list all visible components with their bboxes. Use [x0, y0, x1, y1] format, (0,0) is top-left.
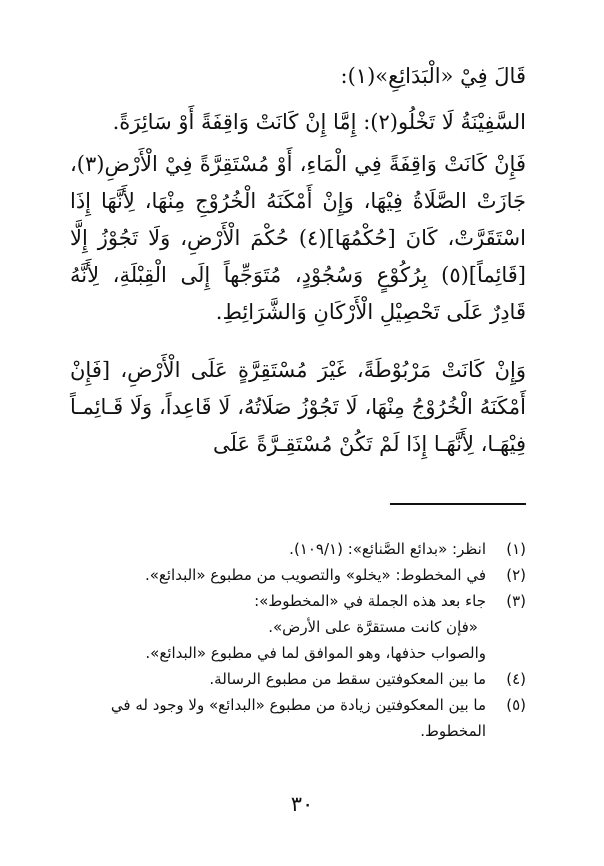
- footnote-body: [70, 692, 486, 744]
- footnote-body: [70, 536, 486, 562]
- footnote-line: في المخطوط: «يخلو» والتصويب من مطبوع «البدائع».: [144, 566, 486, 584]
- footnote-3: [70, 588, 526, 666]
- footnote-2: [70, 562, 526, 588]
- footnote-body: [70, 666, 486, 692]
- footnote-line: والصواب حذفها، وهو الموافق لما في مطبوع «البدائع».: [145, 644, 486, 662]
- intro-text: قَالَ فِيْ «الْبَدَائِعِ»(١):: [340, 64, 526, 88]
- paragraph-1-text: السَّفِيْنَةُ لَا تَخْلُو(٢): إِمَّا إِنْ كَانَتْ وَاقِفَةً أَوْ سَائِرَةً.: [112, 110, 526, 134]
- paragraph-3: [70, 352, 526, 463]
- footnotes: [70, 536, 526, 744]
- page-number: ٣٠: [290, 792, 314, 816]
- paragraph-1: [70, 104, 526, 141]
- footnote-line: انظر: «بدائع الصَّنائع»: (١٠٩/١).: [289, 540, 486, 558]
- footnote-body: [70, 588, 486, 666]
- paragraph-3-text: وَإِنْ كَانَتْ مَرْبُوْطَةً، غَيْرَ مُسْتَقِرَّةٍ عَلَى الْأَرْضِ، [فَإِنْ أَمْكَنَهُ الْخُرُوْجُ مِنْهَا، لَا تَجُوْزُ صَلَاتُهُ، لَا قَاعِداً، وَلَا قَـائِمـاً فِيْهَـا، لِأَنَّهَـا إِذَا لَمْ تَكُنْ مُسْتَقِـرَّةً عَلَى: [70, 358, 526, 456]
- footnote-line: ما بين المعكوفتين سقط من مطبوع الرسالة.: [209, 670, 486, 688]
- paragraph-2: [70, 146, 526, 331]
- footnote-line: ما بين المعكوفتين زيادة من مطبوع «البدائع» ولا وجود له في المخطوط.: [110, 696, 486, 740]
- footnote-number: (٤): [506, 670, 526, 688]
- intro-line: [70, 58, 526, 95]
- footnote-quote-line: «فإن كانت مستقرَّة على الأرض».: [268, 618, 478, 636]
- footnote-body: [70, 562, 486, 588]
- footnote-separator: [390, 503, 526, 505]
- footnote-1: [70, 536, 526, 562]
- paragraph-2-text: فَإِنْ كَانَتْ وَاقِفَةً فِي الْمَاءِ، أَوْ مُسْتَقِرَّةً فِيْ الْأَرْضِ(٣)، جَازَتْ الصَّلَاةُ فِيْهَا، وَإِنْ أَمْكَنَهُ الْخُرُوْجِ مِنْهَا، لِأَنَّهَا إِذَا اسْتَقَرَّتْ، كَانَ [حُكْمُهَا](٤) حُكْمَ الْأَرْضِ، وَلَا تَجُوْزُ إِلَّا [قَائِماً](٥) بِرُكُوْعٍ وَسُجُوْدٍ، مُتَوَجِّهاً إِلَى الْقِبْلَةِ، لِأَنَّهُ قَادِرٌ عَلَى تَحْصِيْلِ الْأَرْكَانِ وَالشَّرَائِطِ.: [70, 152, 526, 324]
- footnote-5: [70, 692, 526, 744]
- footnote-number: (٥): [506, 696, 526, 714]
- footnote-number: (١): [506, 540, 526, 558]
- footnote-number: (٣): [506, 592, 526, 610]
- footnote-line: جاء بعد هذه الجملة في «المخطوط»:: [254, 592, 486, 610]
- footnote-4: [70, 666, 526, 692]
- footnote-number: (٢): [506, 566, 526, 584]
